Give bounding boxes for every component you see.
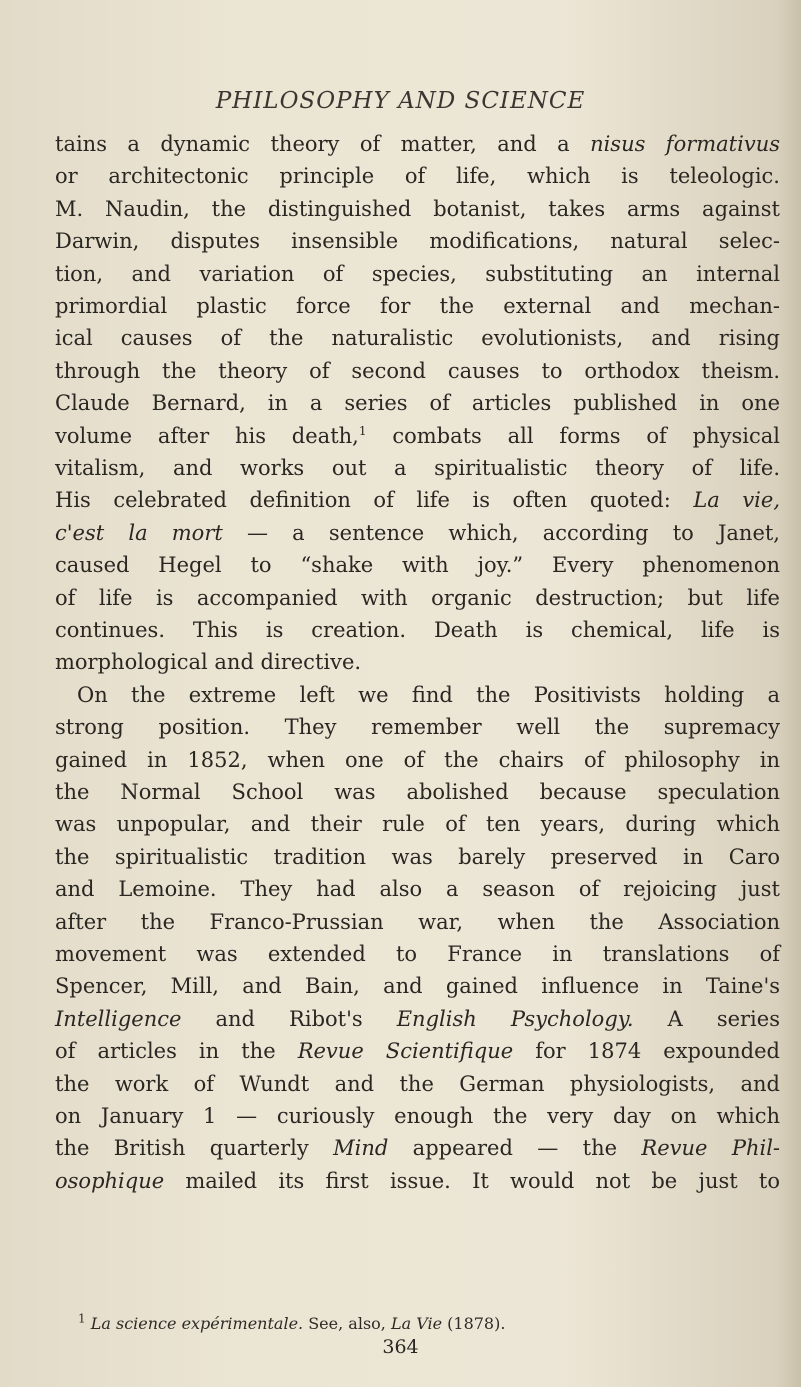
text-run: movement was extended to France in translations of — [55, 942, 780, 966]
text-run: Spencer, Mill, and Bain, and gained influence in Taine's — [55, 974, 780, 999]
text-line — [55, 744, 780, 776]
italic-text: Revue Scientifique — [297, 1039, 514, 1064]
text-run: tion, and variation of species, substituting an internal — [55, 261, 780, 286]
italic-text: Revue Phil- — [641, 1136, 781, 1161]
text-line — [55, 906, 780, 938]
text-line — [55, 970, 780, 1002]
text-line — [55, 711, 780, 743]
text-run: See, also, — [303, 1314, 391, 1333]
text-run: His celebrated definition of life is often quoted: — [55, 488, 694, 513]
italic-text: English Psychology. — [396, 1006, 634, 1031]
text-run: for 1874 expounded — [513, 1039, 780, 1064]
running-head: PHILOSOPHY AND SCIENCE — [215, 88, 586, 114]
text-line — [55, 938, 780, 970]
text-run: or architectonic principle of life, which is teleologic. — [55, 164, 780, 189]
italic-text: Mind — [333, 1136, 389, 1161]
text-run: mailed its first issue. It would not be just to — [164, 1168, 780, 1193]
text-run: and Lemoine. They had also a season of rejoicing just — [55, 877, 780, 902]
text-line — [55, 160, 780, 192]
italic-text: osophique — [55, 1168, 165, 1193]
footnote-marker: 1 — [358, 423, 367, 438]
text-run: strong position. They remember well the supremacy — [55, 715, 780, 740]
text-line — [55, 128, 780, 160]
text-line — [55, 873, 780, 905]
text-line — [55, 614, 780, 646]
text-line — [55, 776, 780, 808]
text-run: tains a dynamic theory of matter, and a — [55, 132, 591, 156]
text-line — [55, 1132, 780, 1164]
text-run: Claude Bernard, in a series of articles published in one — [55, 391, 780, 416]
footnote-marker: 1 — [78, 1311, 86, 1326]
text-run: primordial plastic force for the external and mechan- — [55, 294, 780, 318]
text-run: caused Hegel to “shake with joy.” Every phenomenon — [55, 553, 780, 578]
text-line — [55, 679, 780, 711]
text-line — [55, 1003, 780, 1035]
italic-text: La vie, — [693, 488, 781, 513]
text-run: vitalism, and works out a spiritualistic theory of life. — [55, 456, 780, 480]
text-run: — a sentence which, according to Janet, — [222, 520, 780, 545]
text-run: Darwin, disputes insensible modifications, natural selec- — [55, 229, 780, 254]
text-line — [55, 841, 780, 873]
text-run: M. Naudin, the distinguished botanist, takes arms against — [55, 196, 780, 221]
text-line — [55, 582, 780, 614]
text-line — [55, 258, 780, 290]
text-run: combats all forms of physical — [366, 423, 780, 448]
text-run: (1878). — [442, 1314, 506, 1333]
text-run: the work of Wundt and the German physiologists, and — [55, 1071, 780, 1096]
italic-text: Intelligence — [55, 1006, 182, 1031]
text-line — [55, 517, 780, 549]
text-line — [55, 193, 780, 225]
text-run: on January 1 — curiously enough the very day on which — [55, 1104, 780, 1128]
text-run: the British quarterly — [55, 1136, 334, 1161]
text-run: morphological and directive. — [55, 650, 362, 675]
text-run: On the extreme left we find the Positivists holding a — [77, 682, 780, 707]
text-line — [55, 549, 780, 581]
text-line — [55, 808, 780, 840]
text-line — [55, 420, 780, 452]
text-run: through the theory of second causes to orthodox theism. — [55, 358, 780, 383]
text-run: A series — [633, 1006, 780, 1031]
text-run: was unpopular, and their rule of ten years, during which — [55, 812, 780, 837]
text-line — [55, 355, 780, 387]
italic-text: La Vie — [390, 1314, 443, 1333]
text-line — [55, 387, 780, 419]
text-run: appeared — the — [388, 1136, 642, 1161]
italic-text: La science expérimentale. — [90, 1314, 304, 1333]
text-run: the spiritualistic tradition was barely preserved in Caro — [55, 844, 780, 869]
text-run: of articles in the — [55, 1039, 298, 1064]
footnote — [78, 1313, 505, 1335]
text-run: continues. This is creation. Death is chemical, life is — [55, 618, 780, 642]
text-line — [55, 1068, 780, 1100]
text-line — [55, 1100, 780, 1132]
text-run: of life is accompanied with organic destruction; but life — [55, 585, 780, 610]
text-line — [55, 646, 780, 678]
text-line — [55, 484, 780, 516]
text-run: ical causes of the naturalistic evolutionists, and rising — [55, 326, 780, 351]
text-run: the Normal School was abolished because speculation — [55, 780, 780, 804]
italic-text: c'est la mort — [55, 520, 223, 545]
text-run: after the Franco-Prussian war, when the Association — [55, 909, 780, 934]
text-line — [55, 322, 780, 354]
text-run: and Ribot's — [181, 1006, 397, 1031]
text-run: gained in 1852, when one of the chairs of philosophy in — [55, 747, 780, 772]
italic-text: nisus formativus — [590, 132, 781, 156]
text-line — [55, 1165, 780, 1197]
text-line — [55, 1035, 780, 1067]
text-line — [55, 225, 780, 257]
text-line — [55, 452, 780, 484]
text-line — [55, 290, 780, 322]
page-number: 364 — [382, 1336, 419, 1358]
text-run: volume after his death, — [55, 423, 359, 448]
